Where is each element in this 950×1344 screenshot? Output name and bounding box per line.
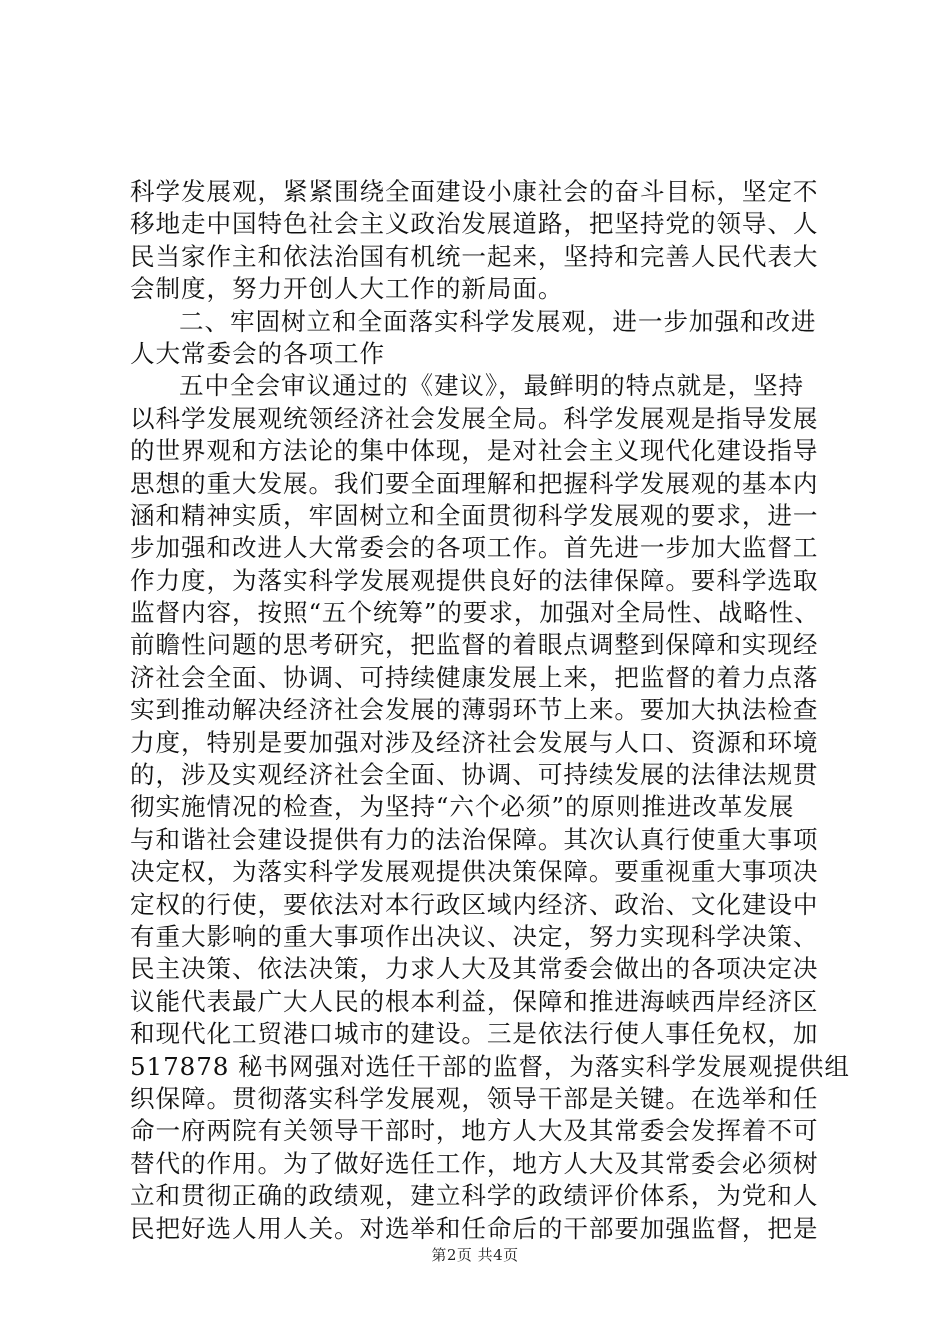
text-line: 的，涉及实观经济社会全面、协调、可持续发展的法律法规贯 bbox=[130, 760, 819, 790]
text-line: 民把好选人用人关。对选举和任命后的干部要加强监督，把是 bbox=[130, 1213, 819, 1243]
text-line: 议能代表最广大人民的根本利益，保障和推进海峡西岸经济区 bbox=[130, 986, 819, 1016]
text-line: 科学发展观，紧紧围绕全面建设小康社会的奋斗目标，坚定不 bbox=[130, 177, 819, 206]
text-line: 步加强和改进人大常委会的各项工作。首先进一步加大监督工 bbox=[130, 533, 819, 563]
text-line: 会制度，努力开创人大工作的新局面。 bbox=[130, 274, 564, 304]
text-line: 民主决策、依法决策，力求人大及其常委会做出的各项决定决 bbox=[130, 954, 819, 984]
text-line: 涵和精神实质，牢固树立和全面贯彻科学发展观的要求，进一 bbox=[130, 500, 819, 530]
text-line: 517878 秘书网强对选任干部的监督，为落实科学发展观提供组 bbox=[130, 1051, 850, 1081]
text-line: 决定权，为落实科学发展观提供决策保障。要重视重大事项决 bbox=[130, 857, 819, 887]
text-line: 济社会全面、协调、可持续健康发展上来，把监督的着力点落 bbox=[130, 662, 819, 692]
text-line: 人大常委会的各项工作 bbox=[130, 338, 385, 368]
text-line: 彻实施情况的检查，为坚持“六个必须”的原则推进改革发展 bbox=[130, 792, 795, 822]
text-line: 命一府两院有关领导干部时，地方人大及其常委会发挥着不可 bbox=[130, 1116, 819, 1146]
text-line: 定权的行使，要依法对本行政区域内经济、政治、文化建设中 bbox=[130, 889, 819, 919]
text-line: 民当家作主和依法治国有机统一起来，坚持和完善人民代表大 bbox=[130, 241, 819, 271]
text-line: 和现代化工贸港口城市的建设。三是依法行使人事任免权，加 bbox=[130, 1019, 819, 1049]
text-line: 作力度，为落实科学发展观提供良好的法律保障。要科学选取 bbox=[130, 565, 819, 595]
text-line: 实到推动解决经济社会发展的薄弱环节上来。要加大执法检查 bbox=[130, 695, 819, 725]
text-line: 以科学发展观统领经济社会发展全局。科学发展观是指导发展 bbox=[130, 403, 819, 433]
text-line: 有重大影响的重大事项作出决议、决定，努力实现科学决策、 bbox=[130, 921, 819, 951]
text-line: 前瞻性问题的思考研究，把监督的着眼点调整到保障和实现经 bbox=[130, 630, 819, 660]
text-line: 移地走中国特色社会主义政治发展道路，把坚持党的领导、人 bbox=[130, 209, 819, 239]
text-line: 与和谐社会建设提供有力的法治保障。其次认真行使重大事项 bbox=[130, 824, 819, 854]
text-line: 思想的重大发展。我们要全面理解和把握科学发展观的基本内 bbox=[130, 468, 819, 498]
text-line: 二、牢固树立和全面落实科学发展观，进一步加强和改进 bbox=[179, 306, 817, 336]
text-line: 织保障。贯彻落实科学发展观，领导干部是关键。在选举和任 bbox=[130, 1083, 819, 1113]
text-line: 立和贯彻正确的政绩观，建立科学的政绩评价体系，为党和人 bbox=[130, 1181, 819, 1211]
text-line: 监督内容，按照“五个统筹”的要求，加强对全局性、战略性、 bbox=[130, 598, 820, 628]
page-footer: 第2页 共4页 bbox=[431, 1246, 519, 1264]
body-text bbox=[130, 176, 850, 1245]
text-line: 替代的作用。为了做好选任工作，地方人大及其常委会必须树 bbox=[130, 1148, 819, 1178]
text-line: 的世界观和方法论的集中体现，是对社会主义现代化建设指导 bbox=[130, 436, 819, 466]
text-line: 五中全会审议通过的《建议》，最鲜明的特点就是，坚持 bbox=[179, 371, 805, 401]
text-line: 力度，特别是要加强对涉及经济社会发展与人口、资源和环境 bbox=[130, 727, 819, 757]
